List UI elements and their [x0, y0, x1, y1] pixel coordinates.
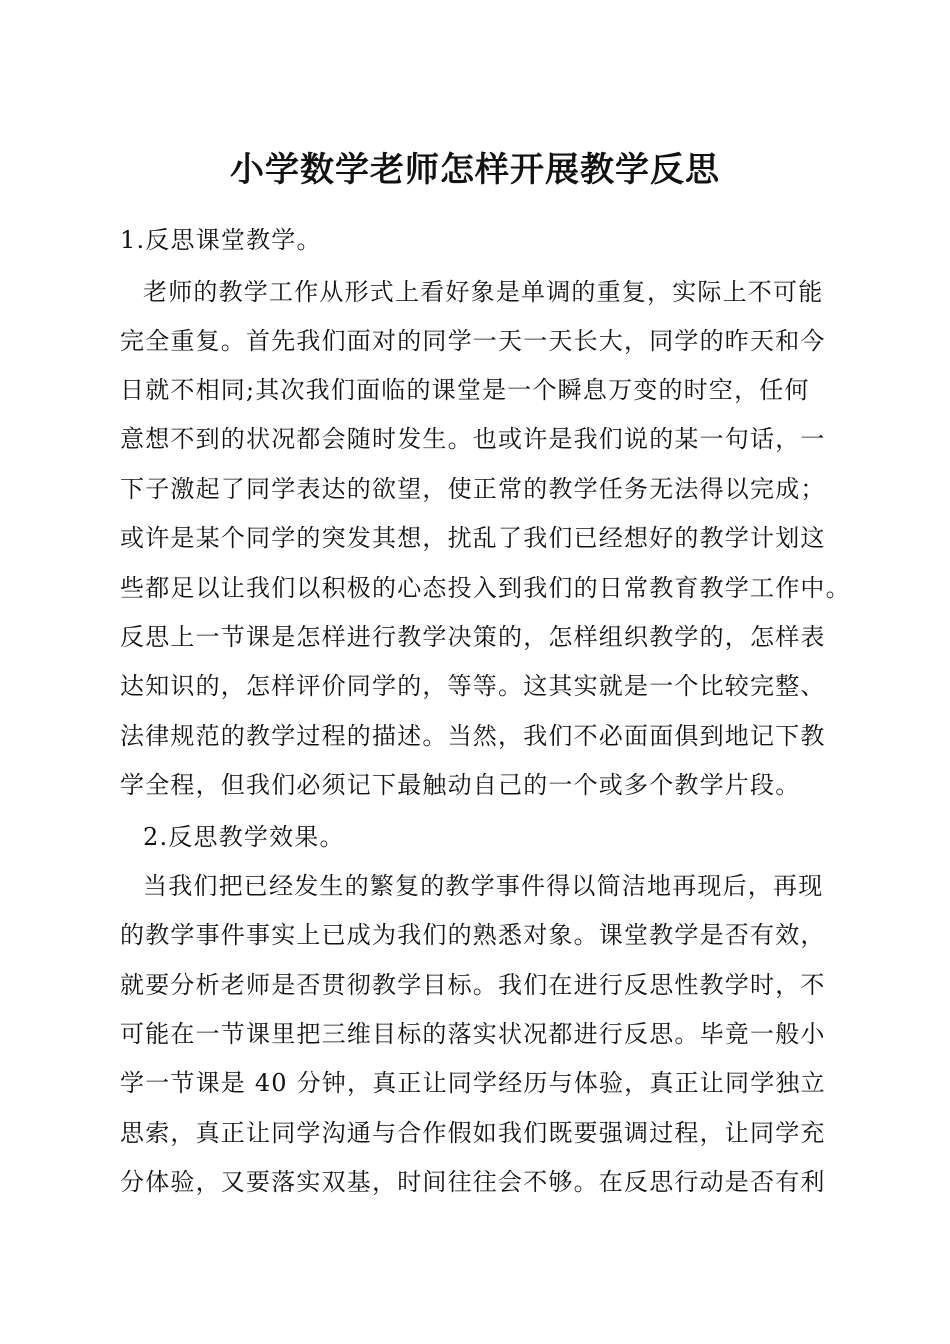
paragraph-line: 的教学事件事实上已成为我们的熟悉对象。课堂教学是否有效，: [120, 921, 826, 949]
paragraph-line: 或许是某个同学的突发其想，扰乱了我们已经想好的教学计划这: [120, 524, 826, 552]
paragraph-line: 完全重复。首先我们面对的同学一天一天长大，同学的昨天和今: [120, 327, 826, 355]
paragraph-line: 就要分析老师是否贯彻教学目标。我们在进行反思性教学时，不: [120, 971, 826, 999]
paragraph-line: 达知识的，怎样评价同学的，等等。这其实就是一个比较完整、: [120, 672, 826, 700]
paragraph-line: 老师的教学工作从形式上看好象是单调的重复，实际上不可能: [143, 278, 824, 306]
paragraph-line: 思索，真正让同学沟通与合作假如我们既要强调过程，让同学充: [120, 1119, 826, 1147]
paragraph-line: 日就不相同;其次我们面临的课堂是一个瞬息万变的时空，任何: [120, 376, 810, 404]
paragraph-line: 学全程，但我们必须记下最触动自己的一个或多个教学片段。: [120, 771, 801, 799]
paragraph-line: 意想不到的状况都会随时发生。也或许是我们说的某一句话，一: [120, 425, 826, 453]
paragraph-line: 分体验，又要落实双基，时间往往会不够。在反思行动是否有利: [120, 1168, 826, 1196]
section-heading-1: 1.反思课堂教学。: [120, 226, 322, 254]
paragraph-line: 些都足以让我们以积极的心态投入到我们的日常教育教学工作中。: [120, 574, 851, 602]
paragraph-line: 当我们把已经发生的繁复的教学事件得以简洁地再现后，再现: [143, 872, 824, 900]
paragraph-line: 学一节课是 40 分钟，真正让同学经历与体验，真正让同学独立: [120, 1069, 826, 1097]
paragraph-line: 下子激起了同学表达的欲望，使正常的教学任务无法得以完成；: [120, 475, 826, 503]
paragraph-line: 可能在一节课里把三维目标的落实状况都进行反思。毕竟一般小: [120, 1020, 826, 1048]
document-title: 小学数学老师怎样开展教学反思: [230, 150, 720, 190]
section-heading-2: 2.反思教学效果。: [143, 823, 345, 851]
paragraph-line: 反思上一节课是怎样进行教学决策的，怎样组织教学的，怎样表: [120, 623, 826, 651]
paragraph-line: 法律规范的教学过程的描述。当然，我们不必面面俱到地记下教: [120, 722, 826, 750]
